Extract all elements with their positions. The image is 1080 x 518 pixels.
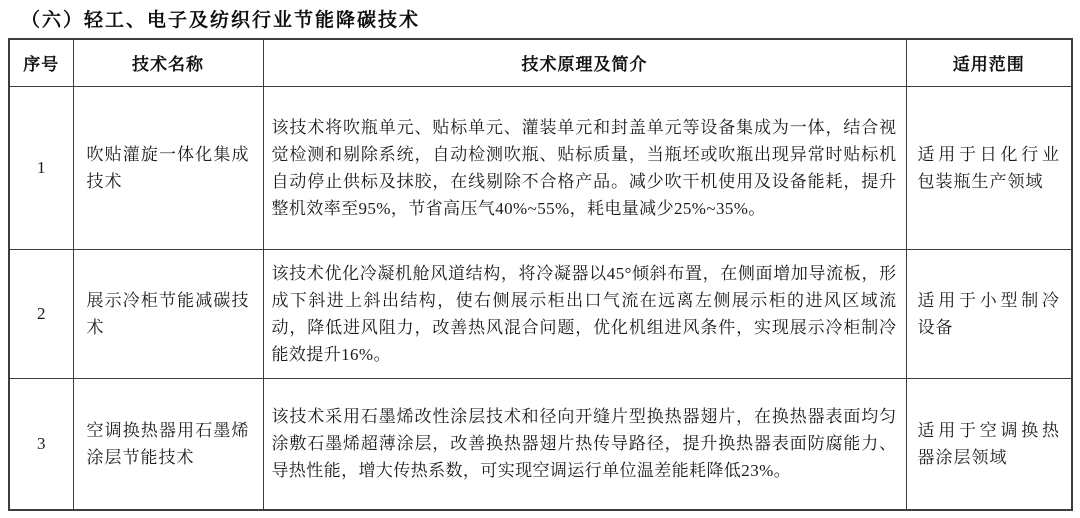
cell-principle: 该技术优化冷凝机舱风道结构，将冷凝器以45°倾斜布置，在侧面增加导流板，形成下斜进上斜出结构，使右侧展示柜出口气流在远离左侧展示柜的进风区域流动，降低进风阻力，改善热风混合问题，优化机组进风条件，实现展示冷柜制冷能效提升16%。 xyxy=(263,249,906,378)
cell-principle: 该技术采用石墨烯改性涂层技术和径向开缝片型换热器翅片，在换热器表面均匀涂敷石墨烯超薄涂层，改善换热器翅片热传导路径，提升换热器表面防腐能力、导热性能，增大传热系数，可实现空调运行单位温差能耗降低23%。 xyxy=(263,378,906,510)
table-row xyxy=(9,86,1072,249)
table-row xyxy=(9,249,1072,378)
cell-tech-name: 展示冷柜节能减碳技术 xyxy=(73,249,263,378)
technology-table xyxy=(8,38,1073,511)
table-row xyxy=(9,378,1072,510)
section-title: （六）轻工、电子及纺织行业节能降碳技术 xyxy=(21,10,421,31)
column-header-scope: 适用范围 xyxy=(906,39,1072,86)
column-header-principle: 技术原理及简介 xyxy=(263,39,906,86)
cell-tech-name: 吹贴灌旋一体化集成技术 xyxy=(73,86,263,249)
cell-scope: 适用于小型制冷设备 xyxy=(906,249,1072,378)
cell-scope: 适用于日化行业包装瓶生产领域 xyxy=(906,86,1072,249)
cell-seq: 3 xyxy=(9,378,73,510)
cell-seq: 2 xyxy=(9,249,73,378)
cell-principle: 该技术将吹瓶单元、贴标单元、灌装单元和封盖单元等设备集成为一体，结合视觉检测和剔除系统，自动检测吹瓶、贴标质量，当瓶坯或吹瓶出现异常时贴标机自动停止供标及抹胶，在线剔除不合格产品。减少吹干机使用及设备能耗，提升整机效率至95%，节省高压气40%~55%，耗电量减少25%~35%。 xyxy=(263,86,906,249)
table-header-row xyxy=(9,39,1072,86)
column-header-seq: 序号 xyxy=(9,39,73,86)
cell-scope: 适用于空调换热器涂层领域 xyxy=(906,378,1072,510)
cell-tech-name: 空调换热器用石墨烯涂层节能技术 xyxy=(73,378,263,510)
cell-seq: 1 xyxy=(9,86,73,249)
column-header-tech-name: 技术名称 xyxy=(73,39,263,86)
